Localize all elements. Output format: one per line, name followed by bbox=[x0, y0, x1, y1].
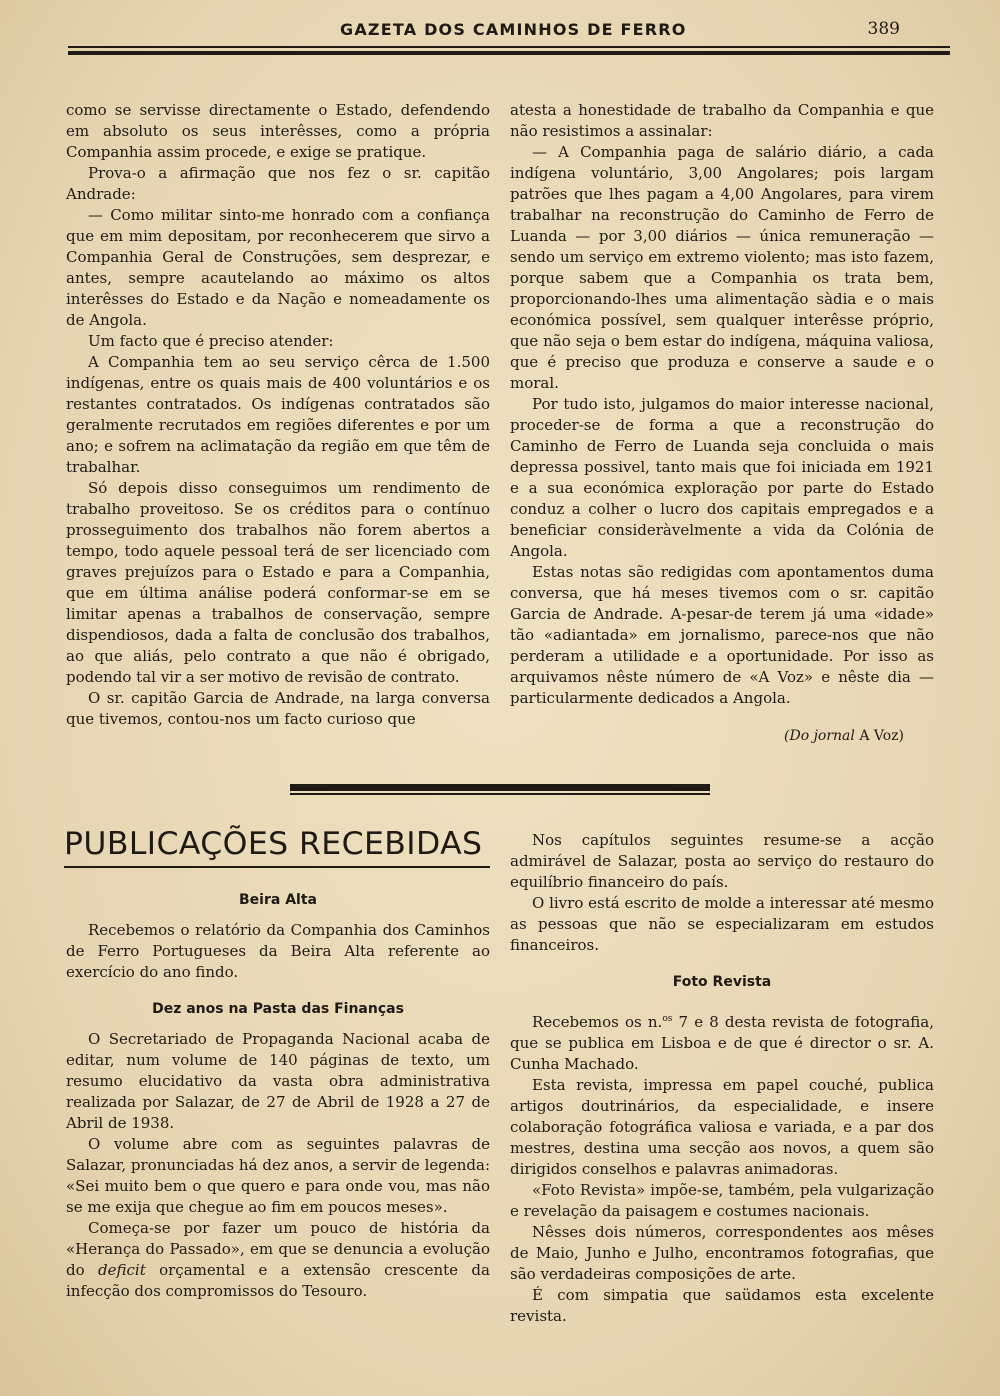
article-right-column bbox=[510, 100, 934, 709]
source-name: A Voz) bbox=[859, 728, 904, 744]
page-header bbox=[60, 14, 950, 58]
article-quote: — A Companhia paga de salário diário, a cada indígena voluntário, 3,00 Angolares; pois largam patrões que lhes pagam a 4,00 Angolares, para virem trabalhar na reconstrução do Caminho de Ferro de Luanda — por 3,00 diários — única remuneração — sendo um serviço em extremo violento; mas isto fazem, porque sabem que a Companhia os trata bem, proporcionando-lhes uma alimentação sàdia e o mais económica possível, sem qualquer interêsse próprio, que não seja o bem estar do indígena, máquina valiosa, que é preciso que produza e conserve a saude e o moral. bbox=[510, 143, 934, 392]
beira-alta-heading: Beira Alta bbox=[239, 892, 317, 908]
article-paragraph: atesta a honestidade de trabalho da Companhia e que não resistimos a assinalar: bbox=[510, 101, 934, 140]
section-divider bbox=[290, 784, 710, 796]
article-quote: — Como militar sinto-me honrado com a confiança que em mim depositam, por reconhecerem que sirvo a Companhia Geral de Construções, sem desprezar, e antes, sempre acautelando ao máximo os altos interêsses do Estado e da Nação e nomeadamente os de Angola. bbox=[66, 206, 490, 329]
header-rule bbox=[68, 44, 950, 56]
foto-revista-paragraph: Nêsses dois números, correspondentes aos mêses de Maio, Junho e Julho, encontramos fotografias, que são verdadeiras composições de arte. bbox=[510, 1223, 934, 1283]
text-run: Recebemos os n. bbox=[532, 1013, 663, 1031]
dez-anos-paragraph: O volume abre com as seguintes palavras de Salazar, pronunciadas há dez anos, a servir de legenda: «Sei muito bem o que quero e para onde vou, mas não se me exija que chegue ao fim em poucos meses». bbox=[66, 1135, 490, 1216]
page-number: 389 bbox=[867, 19, 900, 39]
text-run: 7 e 8 desta revista de fotografia, que se publica em Lisboa e de que é director o sr. A. Cunha Machado. bbox=[510, 1013, 934, 1073]
publications-left-column bbox=[66, 890, 490, 1302]
text-run: orçamental e a extensão crescente da infecção dos compromissos do Tesouro. bbox=[66, 1261, 490, 1300]
journal-title: GAZETA DOS CAMINHOS DE FERRO bbox=[340, 20, 687, 39]
section-title: PUBLICAÇÕES RECEBIDAS bbox=[64, 826, 483, 862]
article-paragraph: Prova-o a afirmação que nos fez o sr. capitão Andrade: bbox=[66, 164, 490, 203]
header-thin-line bbox=[68, 46, 950, 48]
article-left-column bbox=[66, 100, 490, 730]
divider-thin-line bbox=[290, 793, 710, 795]
article-paragraph: Um facto que é preciso atender: bbox=[88, 332, 334, 350]
publications-right-column bbox=[510, 830, 934, 1327]
article-source bbox=[510, 728, 904, 744]
dez-anos-paragraph: Nos capítulos seguintes resume-se a acção admirável de Salazar, posta ao serviço do restauro do equilíbrio financeiro do país. bbox=[510, 831, 934, 891]
text-run: Começa-se por fazer um pouco de história da «Herança do Passado», em que se denuncia a evolução do bbox=[66, 1219, 490, 1279]
header-thick-line bbox=[68, 51, 950, 55]
divider-thick-bar bbox=[290, 784, 710, 791]
dez-anos-paragraph: O livro está escrito de molde a interessar até mesmo as pessoas que não se especializaram em estudos financeiros. bbox=[510, 894, 934, 954]
article-paragraph: O sr. capitão Garcia de Andrade, na larga conversa que tivemos, contou-nos um facto curioso que bbox=[66, 689, 490, 728]
beira-alta-text: Recebemos o relatório da Companhia dos Caminhos de Ferro Portugueses da Beira Alta referente ao exercício do ano findo. bbox=[66, 921, 490, 981]
foto-revista-paragraph bbox=[510, 1012, 934, 1075]
article-paragraph: Só depois disso conseguimos um rendimento de trabalho proveitoso. Se os créditos para o contínuo prosseguimento dos trabalhos não forem abertos a tempo, todo aquele pessoal terá de ser licenciado com graves prejuízos para o Estado e para a Companhia, que em última análise poderá conformar-se em se limitar apenas a trabalhos de conservação, sempre dispendiosos, dada a falta de conclusão dos trabalhos, ao que aliás, pelo contrato a que não é obrigado, podendo tal vir a ser motivo de revisão de contrato. bbox=[66, 479, 490, 686]
dez-anos-heading: Dez anos na Pasta das Finanças bbox=[152, 1001, 404, 1017]
article-paragraph: Estas notas são redigidas com apontamentos duma conversa, que há meses tivemos com o sr. capitão Garcia de Andrade. A-pesar-de terem já uma «idade» tão «adiantada» em jornalismo, parece-nos que não perderam a utilidade e a oportunidade. Por isso as arquivamos nêste número de «A Voz» e nêste dia — particularmente dedicados a Angola. bbox=[510, 563, 934, 707]
superscript: os bbox=[662, 1014, 673, 1024]
foto-revista-heading: Foto Revista bbox=[672, 974, 772, 990]
foto-revista-paragraph: Esta revista, impressa em papel couché, publica artigos doutrinários, da especialidade, e insere colaboração fotográfica valiosa e variada, e a par dos mestres, destina uma secção aos novos, a quem são dirigidos conselhos e palavras animadoras. bbox=[510, 1076, 934, 1178]
article-paragraph: como se servisse directamente o Estado, defendendo em absoluto os seus interêsses, como a própria Companhia assim procede, e exige se pratique. bbox=[66, 101, 490, 161]
dez-anos-paragraph: O Secretariado de Propaganda Nacional acaba de editar, num volume de 140 páginas de texto, um resumo elucidativo da vasta obra administrativa realizada por Salazar, de 27 de Abril de 1928 a 27 de Abril de 1938. bbox=[66, 1030, 490, 1132]
article-paragraph: A Companhia tem ao seu serviço cêrca de 1.500 indígenas, entre os quais mais de 400 voluntários e os restantes contratados. Os indígenas contratados são geralmente recrutados em regiões diferentes e por um ano; e sofrem na aclimatação da região em que têm de trabalhar. bbox=[66, 353, 490, 476]
source-prefix: (Do jornal bbox=[784, 728, 855, 744]
foto-revista-paragraph: «Foto Revista» impõe-se, também, pela vulgarização e revelação da paisagem e costumes nacionais. bbox=[510, 1181, 934, 1220]
foto-revista-paragraph: É com simpatia que saüdamos esta excelente revista. bbox=[510, 1286, 934, 1325]
italic-term: deficit bbox=[98, 1261, 146, 1279]
article-paragraph: Por tudo isto, julgamos do maior interesse nacional, proceder-se de forma a que a reconstrução do Caminho de Ferro de Luanda seja concluida o mais depressa possivel, tanto mais que foi iniciada em 1921 e a sua económica exploração por parte do Estado conduz a colher o lucro dos capitais empregados e a beneficiar consideràvelmente a vida da Colónia de Angola. bbox=[510, 395, 934, 560]
section-title-underline bbox=[64, 866, 490, 868]
dez-anos-paragraph bbox=[66, 1218, 490, 1302]
